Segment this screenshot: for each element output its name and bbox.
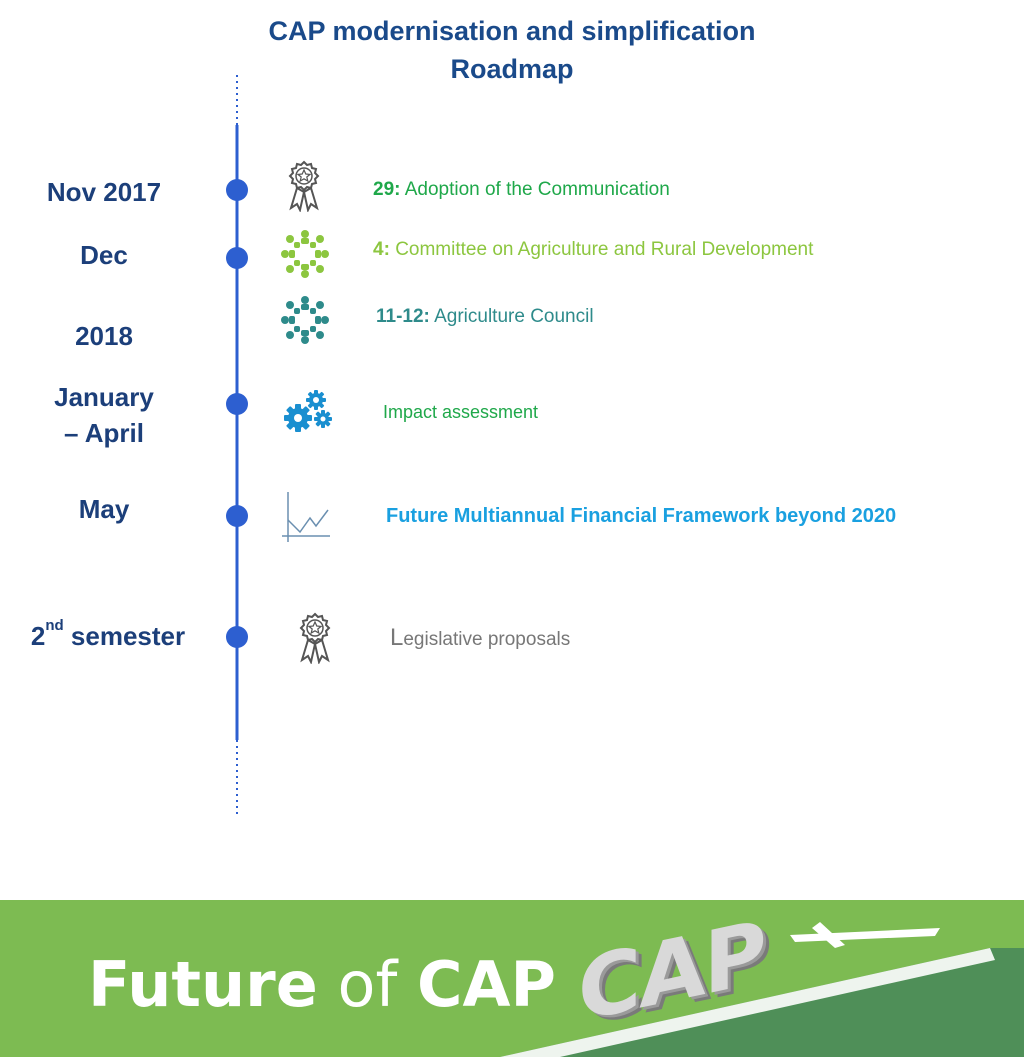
title-line-1: CAP modernisation and simplification — [268, 16, 756, 46]
line-chart-icon — [280, 490, 332, 546]
semester-word: semester — [70, 621, 186, 651]
timeline-dot-may — [226, 505, 248, 527]
timeline-dot-jan — [226, 393, 248, 415]
date-may: May — [78, 494, 130, 524]
date-april: – April — [64, 418, 144, 448]
timeline-dot-semester — [226, 626, 248, 648]
banner-title — [88, 950, 556, 1020]
event-financial-framework — [386, 504, 896, 528]
title-line-2: Roadmap — [450, 54, 574, 84]
date-january: January — [54, 382, 154, 412]
date-2nd-semester — [8, 618, 208, 654]
event-agriculture-council — [376, 305, 594, 329]
date-january-april — [4, 379, 204, 451]
date-dec: Dec — [80, 240, 128, 270]
timeline-dot-nov2017 — [226, 179, 248, 201]
event-label: egislative proposals — [403, 629, 571, 650]
event-label: Impact assessment — [383, 402, 539, 422]
semester-ordinal: nd — [45, 617, 64, 634]
event-initial: L — [390, 624, 404, 651]
future-of-cap-banner — [0, 900, 1024, 1057]
semester-number: 2 — [30, 621, 46, 651]
event-label: Adoption of the Communication — [404, 179, 670, 200]
event-label: Agriculture Council — [434, 306, 594, 327]
people-circle-icon — [279, 294, 331, 346]
award-ribbon-icon — [286, 160, 322, 212]
date-2018: 2018 — [75, 321, 133, 351]
event-label: Committee on Agriculture and Rural Development — [395, 239, 814, 260]
cap-logo: CAP — [578, 902, 765, 1042]
gears-icon — [283, 388, 335, 434]
event-adoption-communication — [373, 178, 670, 202]
event-committee-agriculture — [373, 238, 813, 262]
event-legislative-proposals — [390, 626, 570, 652]
award-ribbon-icon — [297, 612, 333, 664]
event-day: 29: — [373, 179, 401, 200]
banner-word-cap: CAP — [417, 948, 556, 1021]
page-title — [0, 12, 1024, 88]
event-label: Future Multiannual Financial Framework beyond 2020 — [386, 505, 897, 527]
people-circle-icon — [279, 228, 331, 280]
banner-word-future: Future — [88, 948, 318, 1021]
event-day: 11-12: — [376, 306, 430, 327]
event-day: 4: — [373, 239, 390, 260]
banner-word-of: of — [337, 948, 398, 1021]
date-nov-2017: Nov 2017 — [46, 177, 162, 207]
event-impact-assessment — [383, 400, 538, 424]
timeline-dot-dec — [226, 247, 248, 269]
